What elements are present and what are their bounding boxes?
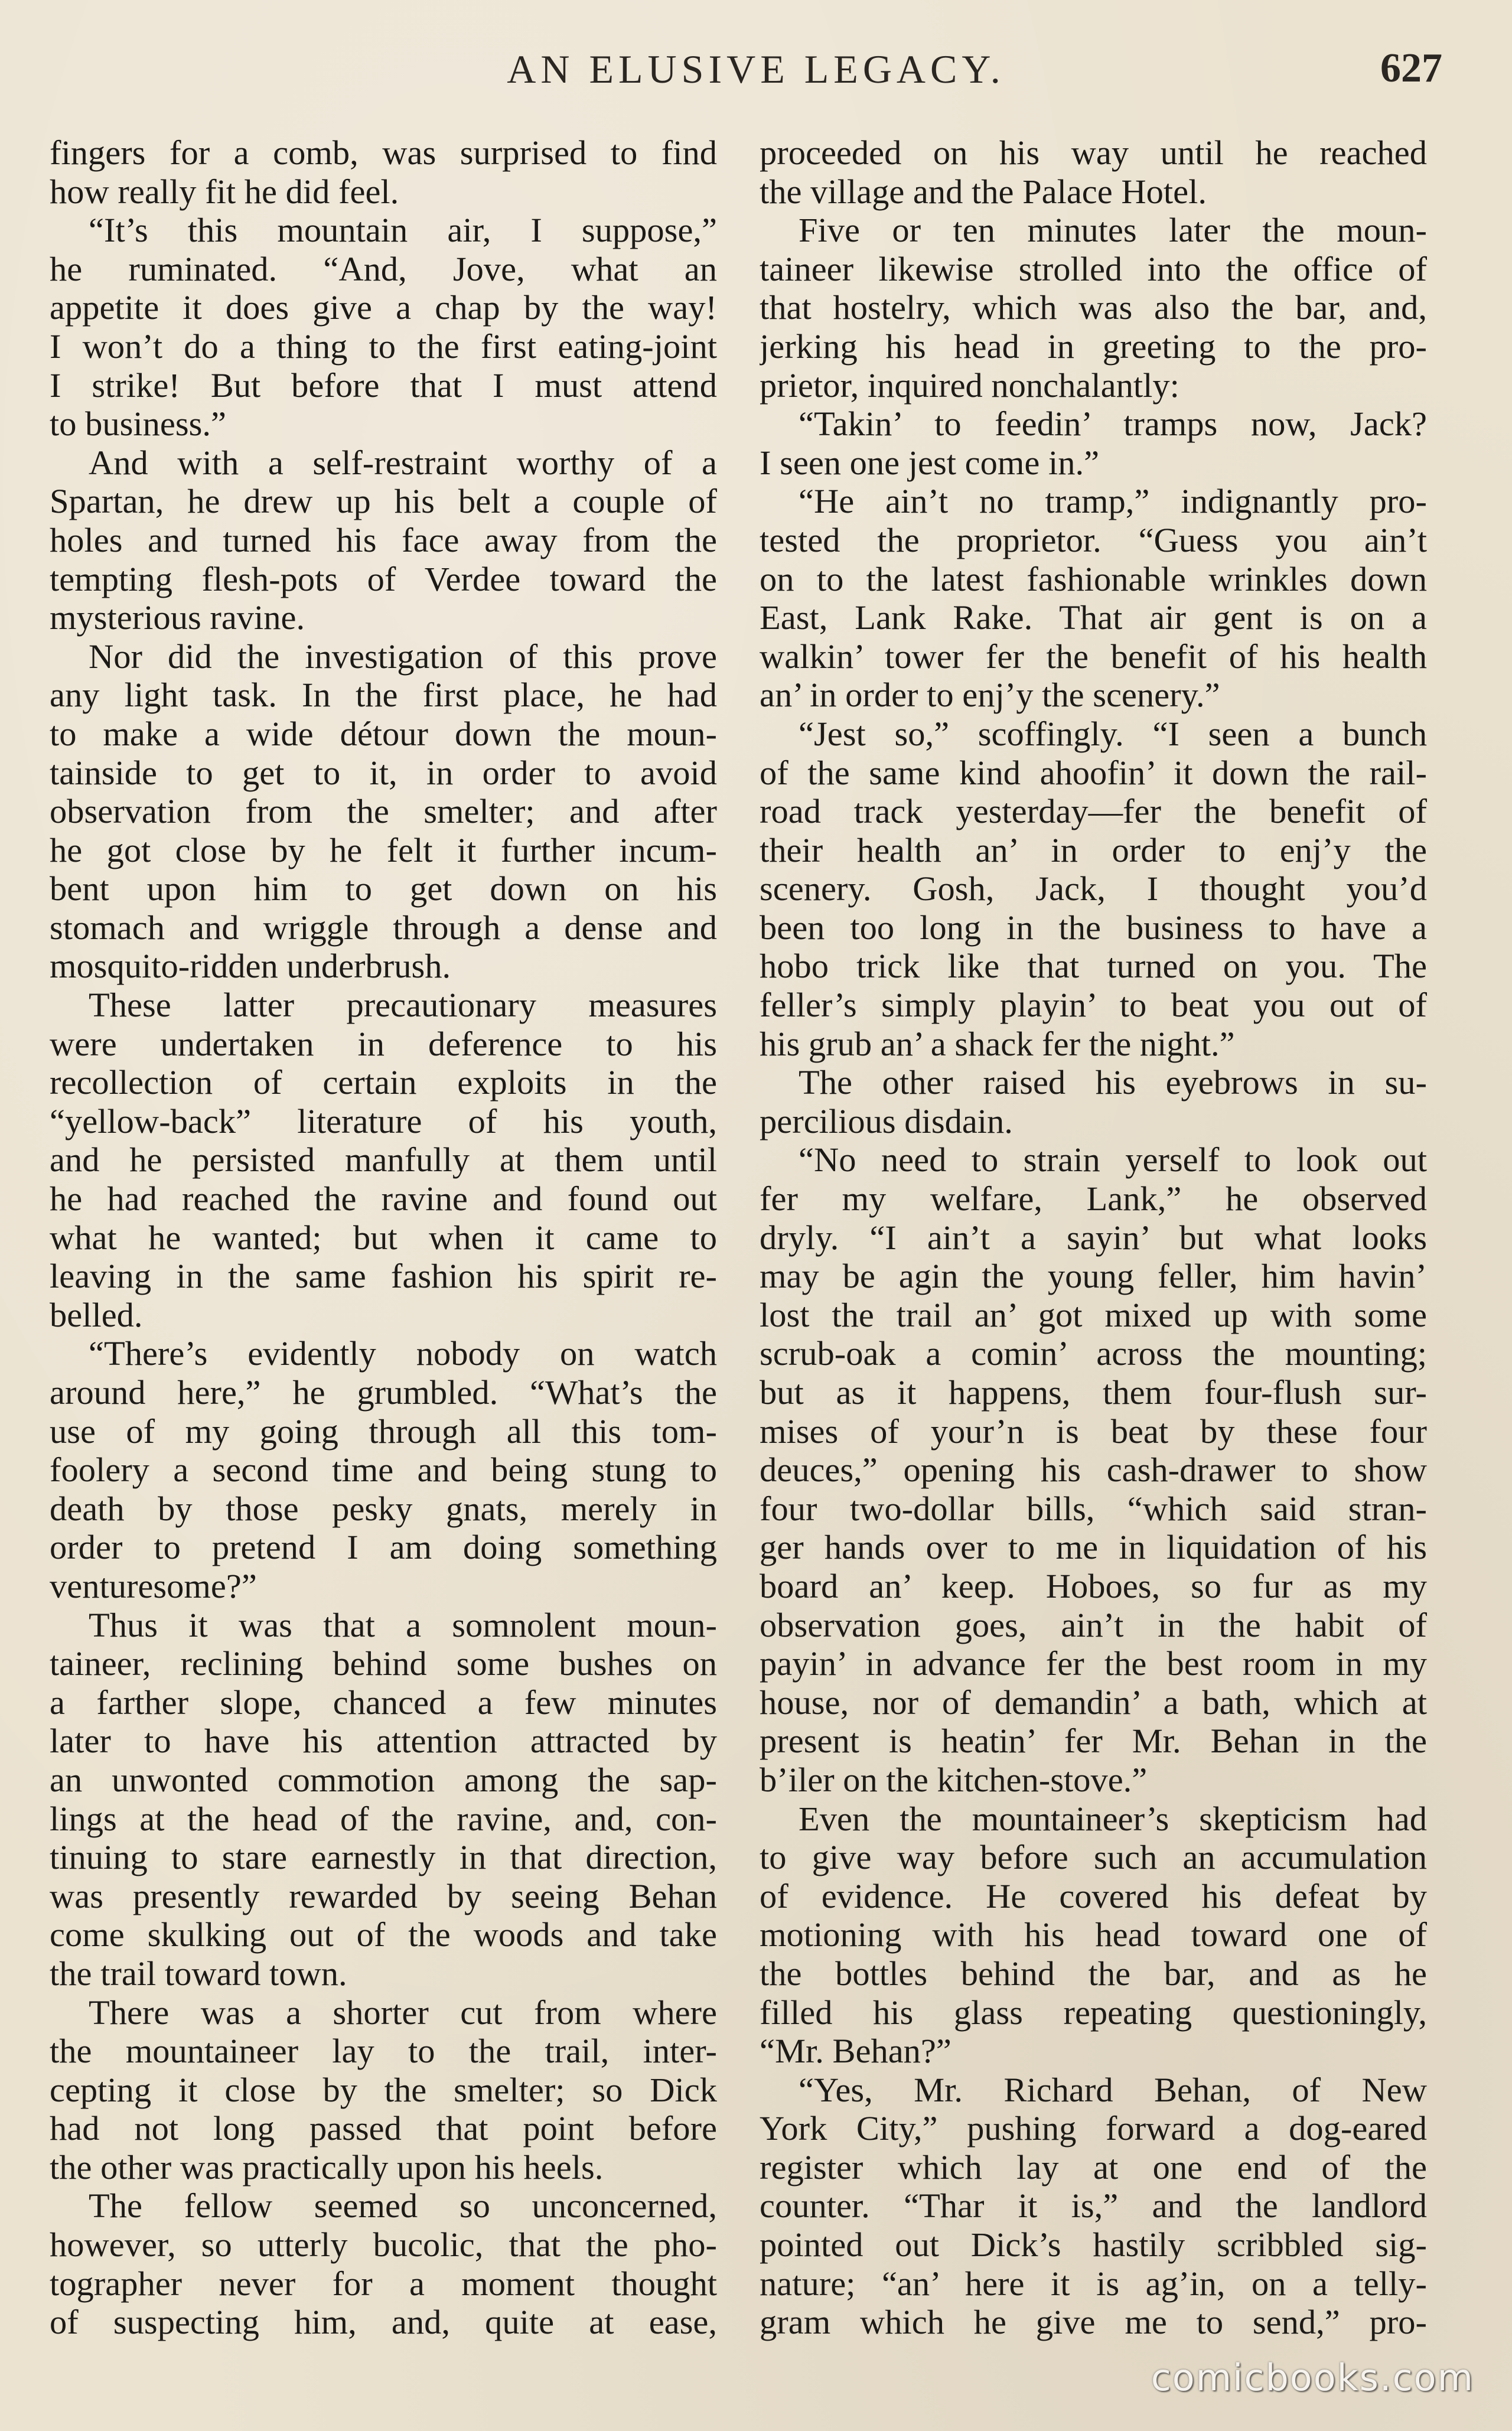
text-line: to business.”: [50, 405, 226, 444]
text-line: “No need to strain yerself to look out: [799, 1140, 1427, 1179]
text-line: I seen one jest come in.”: [760, 443, 1100, 482]
text-line: observation from the smelter; and after: [50, 792, 717, 831]
text-line: mises of your’n is beat by these four: [760, 1412, 1427, 1451]
text-line: he got close by he felt it further incum-: [50, 830, 717, 869]
text-line: East, Lank Rake. That air gent is on a: [760, 598, 1427, 637]
text-line: how really fit he did feel.: [50, 172, 399, 211]
text-line: were undertaken in deference to his: [50, 1024, 717, 1063]
text-line: fingers for a comb, was surprised to find: [50, 133, 717, 172]
text-line: mosquito-ridden underbrush.: [50, 947, 451, 986]
text-line: to make a wide détour down the moun-: [50, 714, 717, 753]
text-line: stomach and wriggle through a dense and: [50, 908, 717, 947]
text-line: holes and turned his face away from the: [50, 520, 717, 559]
text-line: counter. “Thar it is,” and the landlord: [760, 2186, 1427, 2225]
text-line: the village and the Palace Hotel.: [760, 172, 1207, 211]
text-line: foolery a second time and being stung to: [50, 1451, 717, 1490]
text-line: venturesome?”: [50, 1566, 257, 1605]
text-line: “yellow-back” literature of his youth,: [50, 1102, 717, 1140]
text-line: lings at the head of the ravine, and, con-: [50, 1799, 717, 1838]
text-line: walkin’ tower fer the benefit of his health: [760, 637, 1427, 676]
text-line: tested the proprietor. “Guess you ain’t: [760, 520, 1427, 559]
text-line: fer my welfare, Lank,” he observed: [760, 1179, 1427, 1218]
text-line: Spartan, he drew up his belt a couple of: [50, 482, 717, 521]
text-line: leaving in the same fashion his spirit re-: [50, 1257, 717, 1296]
text-line: filled his glass repeating questioningly,: [760, 1993, 1427, 2032]
text-line: payin’ in advance fer the best room in my: [760, 1644, 1427, 1683]
text-line: And with a self-restraint worthy of a: [89, 443, 717, 482]
text-line: road track yesterday—fer the benefit of: [760, 792, 1427, 831]
text-line: any light task. In the first place, he had: [50, 676, 717, 715]
text-line: “He ain’t no tramp,” indignantly pro-: [799, 482, 1427, 521]
text-line: he ruminated. “And, Jove, what an: [50, 249, 717, 288]
page-number: 627: [1380, 45, 1442, 91]
text-line: nature; “an’ here it is ag’in, on a telly-: [760, 2264, 1427, 2303]
text-line: I won’t do a thing to the first eating-joint: [50, 327, 717, 366]
text-line: ger hands over to me in liquidation of his: [760, 1528, 1427, 1567]
text-line: mysterious ravine.: [50, 598, 305, 637]
text-line: on to the latest fashionable wrinkles down: [760, 559, 1427, 598]
text-line: deuces,” opening his cash-drawer to show: [760, 1451, 1427, 1490]
text-line: around here,” he grumbled. “What’s the: [50, 1373, 717, 1412]
text-line: he had reached the ravine and found out: [50, 1179, 717, 1218]
text-line: four two-dollar bills, “which said stran-: [760, 1489, 1427, 1528]
text-line: b’iler on the kitchen-stove.”: [760, 1760, 1148, 1799]
text-line: percilious disdain.: [760, 1102, 1013, 1140]
text-line: These latter precautionary measures: [89, 986, 717, 1025]
text-line: but as it happens, them four-flush sur-: [760, 1373, 1427, 1412]
text-line: taineer, reclining behind some bushes on: [50, 1644, 717, 1683]
text-line: jerking his head in greeting to the pro-: [760, 327, 1427, 366]
text-line: proceeded on his way until he reached: [760, 133, 1427, 172]
text-line: to give way before such an accumulation: [760, 1838, 1427, 1877]
text-line: Even the mountaineer’s skepticism had: [799, 1799, 1427, 1838]
text-line: recollection of certain exploits in the: [50, 1063, 717, 1102]
text-line: what he wanted; but when it came to: [50, 1218, 717, 1257]
text-line: was presently rewarded by seeing Behan: [50, 1876, 717, 1915]
text-line: a farther slope, chanced a few minutes: [50, 1683, 717, 1722]
right-column: [760, 133, 1427, 2342]
text-line: “Yes, Mr. Richard Behan, of New: [799, 2070, 1427, 2109]
text-line: feller’s simply playin’ to beat you out of: [760, 986, 1427, 1025]
text-line: the mountaineer lay to the trail, inter-: [50, 2032, 717, 2071]
text-line: hobo trick like that turned on you. The: [760, 947, 1427, 986]
watermark-logo: comicbooks.com: [1151, 2356, 1474, 2399]
text-line: the trail toward town.: [50, 1954, 347, 1993]
text-line: The fellow seemed so unconcerned,: [89, 2186, 717, 2225]
text-line: present is heatin’ fer Mr. Behan in the: [760, 1722, 1427, 1761]
text-line: and he persisted manfully at them until: [50, 1140, 717, 1179]
text-line: his grub an’ a shack fer the night.”: [760, 1024, 1235, 1063]
text-line: however, so utterly bucolic, that the pho-: [50, 2225, 717, 2264]
running-head: AN ELUSIVE LEGACY.: [507, 47, 1005, 92]
text-line: Five or ten minutes later the moun-: [799, 211, 1427, 250]
text-line: “There’s evidently nobody on watch: [89, 1334, 717, 1373]
text-line: pointed out Dick’s hastily scribbled sig-: [760, 2225, 1427, 2264]
text-line: may be agin the young feller, him havin’: [760, 1257, 1427, 1296]
text-line: belled.: [50, 1295, 143, 1334]
text-line: tographer never for a moment thought: [50, 2264, 717, 2303]
text-line: tinuing to stare earnestly in that direction,: [50, 1838, 717, 1877]
text-line: “It’s this mountain air, I suppose,”: [89, 211, 717, 250]
text-line: later to have his attention attracted by: [50, 1722, 717, 1761]
text-line: Nor did the investigation of this prove: [89, 637, 717, 676]
text-line: “Mr. Behan?”: [760, 2032, 951, 2071]
text-line: register which lay at one end of the: [760, 2148, 1427, 2186]
text-line: come skulking out of the woods and take: [50, 1915, 717, 1954]
text-line: their health an’ in order to enj’y the: [760, 830, 1427, 869]
text-line: lost the trail an’ got mixed up with some: [760, 1295, 1427, 1334]
text-line: observation goes, ain’t in the habit of: [760, 1605, 1427, 1644]
text-line: Thus it was that a somnolent moun-: [89, 1605, 717, 1644]
text-line: scrub-oak a comin’ across the mounting;: [760, 1334, 1427, 1373]
text-line: been too long in the business to have a: [760, 908, 1427, 947]
text-line: There was a shorter cut from where: [89, 1993, 717, 2032]
text-line: of suspecting him, and, quite at ease,: [50, 2303, 717, 2342]
text-line: house, nor of demandin’ a bath, which at: [760, 1683, 1427, 1722]
text-line: cepting it close by the smelter; so Dick: [50, 2070, 717, 2109]
text-line: that hostelry, which was also the bar, and,: [760, 288, 1427, 327]
text-line: The other raised his eyebrows in su-: [799, 1063, 1427, 1102]
text-line: gram which he give me to send,” pro-: [760, 2303, 1427, 2342]
text-line: bent upon him to get down on his: [50, 869, 717, 908]
text-line: I strike! But before that I must attend: [50, 366, 717, 405]
text-line: appetite it does give a chap by the way!: [50, 288, 717, 327]
text-line: of the same kind ahoofin’ it down the rail-: [760, 753, 1427, 792]
text-line: death by those pesky gnats, merely in: [50, 1489, 717, 1528]
text-line: motioning with his head toward one of: [760, 1915, 1427, 1954]
text-line: prietor, inquired nonchalantly:: [760, 366, 1179, 405]
text-line: board an’ keep. Hoboes, so fur as my: [760, 1566, 1427, 1605]
text-line: tainside to get to it, in order to avoid: [50, 753, 717, 792]
text-line: “Takin’ to feedin’ tramps now, Jack?: [799, 405, 1427, 444]
text-line: an unwonted commotion among the sap-: [50, 1760, 717, 1799]
text-line: York City,” pushing forward a dog-eared: [760, 2109, 1427, 2148]
text-line: of evidence. He covered his defeat by: [760, 1876, 1427, 1915]
text-line: had not long passed that point before: [50, 2109, 717, 2148]
text-line: order to pretend I am doing something: [50, 1528, 717, 1567]
text-line: use of my going through all this tom-: [50, 1412, 717, 1451]
text-line: an’ in order to enj’y the scenery.”: [760, 676, 1220, 715]
text-line: the other was practically upon his heels.: [50, 2148, 604, 2186]
text-line: dryly. “I ain’t a sayin’ but what looks: [760, 1218, 1427, 1257]
text-line: taineer likewise strolled into the office of: [760, 249, 1427, 288]
text-line: “Jest so,” scoffingly. “I seen a bunch: [799, 714, 1427, 753]
left-column: [50, 133, 717, 2342]
text-line: the bottles behind the bar, and as he: [760, 1954, 1427, 1993]
text-line: tempting flesh-pots of Verdee toward the: [50, 559, 717, 598]
text-line: scenery. Gosh, Jack, I thought you’d: [760, 869, 1427, 908]
